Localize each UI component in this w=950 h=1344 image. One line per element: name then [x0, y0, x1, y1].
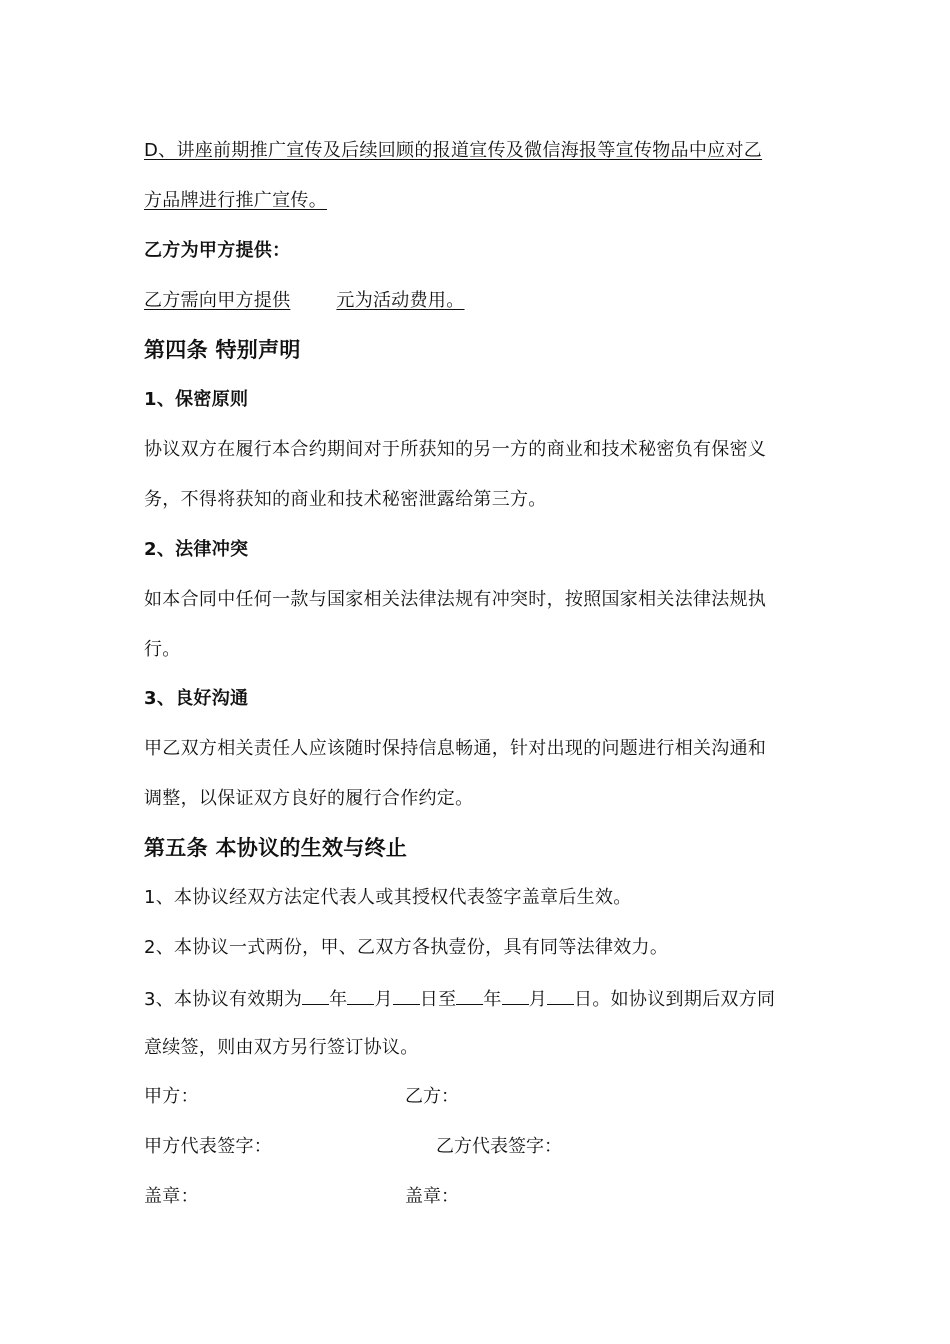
- article-4-item-3-line-2: 调整，以保证双方良好的履行合作约定。: [144, 788, 474, 809]
- month-blank-2: [502, 986, 529, 1005]
- article-4-item-2-title: 2、法律冲突: [144, 539, 249, 560]
- article-4-item-3-line-1: 甲乙双方相关责任人应该随时保持信息畅通，针对出现的问题进行相关沟通和: [144, 738, 767, 759]
- section-d-line-2: 方品牌进行推广宣传。: [144, 190, 327, 211]
- provide-text-after: 元为活动费用。: [336, 290, 465, 311]
- seal-b-label: 盖章：: [405, 1186, 459, 1207]
- day-blank-1: [393, 986, 420, 1005]
- article-4-item-1-line-1: 协议双方在履行本合约期间对于所获知的另一方的商业和技术秘密负有保密义: [144, 439, 767, 460]
- article-5-heading: 第五条 本协议的生效与终止: [144, 836, 408, 860]
- clause-3-prefix: 3、本协议有效期为: [144, 989, 303, 1010]
- article-4-item-1-title: 1、保密原则: [144, 389, 249, 410]
- party-b-provide-heading: 乙方为甲方提供：: [144, 240, 291, 261]
- article-5-clause-3-line-1: [144, 986, 775, 1012]
- clause-3-day-2: 日。如协议到期后双方同: [574, 989, 776, 1010]
- party-b-label: 乙方：: [405, 1086, 459, 1107]
- year-blank-1: [302, 986, 329, 1005]
- article-4-item-3-title: 3、良好沟通: [144, 688, 249, 709]
- seal-a-label: 盖章：: [144, 1186, 199, 1207]
- article-4-heading: 第四条 特别声明: [144, 338, 301, 362]
- article-4-item-2-line-2: 行。: [144, 639, 181, 660]
- article-4-item-2-line-1: 如本合同中任何一款与国家相关法律法规有冲突时，按照国家相关法律法规执: [144, 589, 767, 610]
- article-5-clause-1: 1、本协议经双方法定代表人或其授权代表签字盖章后生效。: [144, 887, 632, 908]
- article-5-clause-3-line-2: 意续签，则由双方另行签订协议。: [144, 1037, 419, 1058]
- party-b-rep-label: 乙方代表签字：: [436, 1136, 562, 1157]
- clause-3-day-to: 日至: [419, 989, 457, 1010]
- provide-text-before: 乙方需向甲方提供: [144, 290, 291, 311]
- article-5-clause-2: 2、本协议一式两份，甲、乙双方各执壹份，具有同等法律效力。: [144, 937, 669, 958]
- party-a-rep-label: 甲方代表签字：: [144, 1136, 273, 1157]
- day-blank-2: [547, 986, 574, 1005]
- month-blank-1: [347, 986, 374, 1005]
- clause-3-month: 月: [374, 989, 393, 1010]
- clause-3-year: 年: [329, 989, 348, 1010]
- year-blank-2: [456, 986, 483, 1005]
- article-4-item-1-line-2: 务，不得将获知的商业和技术秘密泄露给第三方。: [144, 489, 547, 510]
- party-a-label: 甲方：: [144, 1086, 199, 1107]
- clause-3-year-2: 年: [483, 989, 502, 1010]
- party-b-provide-text: [144, 289, 465, 313]
- section-d-line-1: D、讲座前期推广宣传及后续回顾的报道宣传及微信海报等宣传物品中应对乙: [144, 140, 763, 161]
- clause-3-month-2: 月: [528, 989, 548, 1010]
